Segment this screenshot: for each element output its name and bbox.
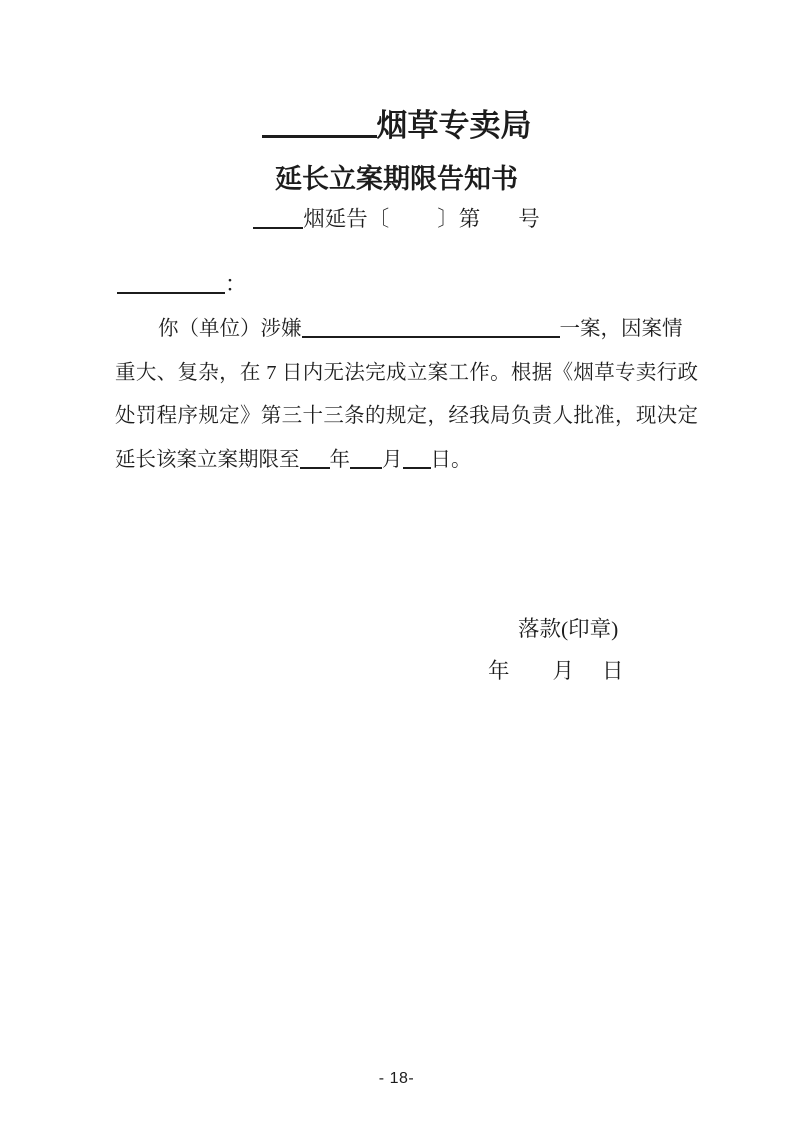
signature-month-label: 月 [552, 659, 575, 683]
body-line1-pre: 你（单位）涉嫌 [158, 318, 302, 340]
extend-month-blank [350, 448, 382, 468]
salutation-line [117, 269, 247, 299]
body-line4-period: 。 [451, 448, 472, 471]
doc-no-close-bracket: 〕 [437, 207, 459, 231]
doc-no-org-blank [253, 208, 303, 229]
page-number: - 18- [378, 1070, 415, 1087]
body-paragraph [115, 308, 698, 482]
signature-year-label: 年 [488, 659, 510, 683]
doc-no-number-suffix: 号 [518, 207, 540, 231]
document-number-line [0, 204, 793, 234]
doc-no-open-bracket: 〔 [367, 207, 390, 231]
org-name-blank [262, 107, 377, 138]
extend-year-blank [300, 448, 330, 468]
body-line-2: 重大、复杂，在 7 日内无法完成立案工作。根据《烟草专卖行政 [115, 361, 698, 384]
doc-no-number-prefix: 第 [458, 207, 481, 231]
document-title: 延长立案期限告知书 [275, 164, 518, 194]
salutation-colon: ： [225, 272, 247, 296]
addressee-blank [117, 273, 225, 294]
case-name-blank [302, 318, 560, 338]
extend-month-label: 月 [382, 448, 403, 471]
body-line4-pre: 延长该案立案期限至 [115, 448, 300, 471]
org-title-line [0, 104, 793, 148]
extend-day-label: 日 [430, 448, 451, 471]
signature-seal-label: 落款(印章) [518, 617, 619, 641]
doc-no-org-abbr: 烟延告 [303, 207, 368, 231]
signature-date-line [488, 657, 624, 685]
extend-year-label: 年 [329, 448, 350, 471]
org-title-text: 烟草专卖局 [376, 108, 532, 143]
body-line-4 [115, 439, 698, 483]
body-line1-post: 一案，因案情 [559, 318, 683, 340]
signature-day-label: 日 [602, 659, 624, 683]
body-line-1 [115, 308, 698, 352]
extend-day-blank [403, 448, 431, 468]
body-line-3: 处罚程序规定》第三十三条的规定，经我局负责人批准，现决定 [115, 405, 698, 427]
